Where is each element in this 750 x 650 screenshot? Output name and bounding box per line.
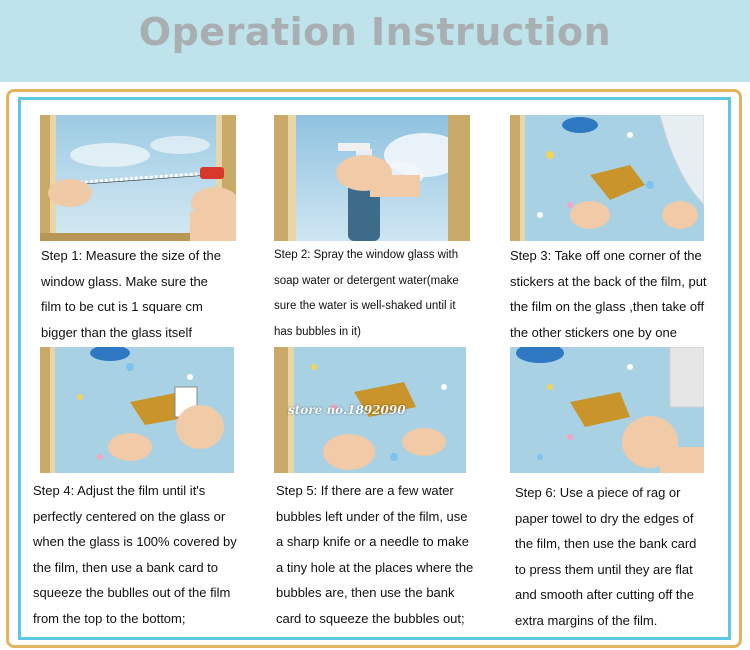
step-6-line: to press them until they are flat xyxy=(515,561,693,577)
page-title: Operation Instruction xyxy=(138,10,612,54)
step-2-instruction xyxy=(274,243,459,345)
step-1-line: bigger than the glass itself xyxy=(41,324,193,340)
step-2-line: sure the water is well-shaked until it xyxy=(274,300,456,312)
step-3-photo xyxy=(510,115,704,241)
store-watermark: store no.1892090 xyxy=(288,403,406,417)
step-4-line: the film, then use a bank card to xyxy=(33,559,218,575)
step-6-photo xyxy=(510,347,704,473)
step-1-photo xyxy=(40,115,236,241)
step-5-line: bubbles left under of the film, use xyxy=(276,508,468,524)
step-2-line: has bubbles in it) xyxy=(274,325,361,338)
step-3-line: the other stickers one by one xyxy=(510,324,677,340)
step-3-line: Step 3: Take off one corner of the xyxy=(510,248,702,263)
step-4-line: when the glass is 100% covered by xyxy=(33,534,237,549)
step-4-line: perfectly centered on the glass or xyxy=(33,508,226,524)
step-5-line: a sharp knife or a needle to make xyxy=(276,534,469,549)
step-2-line: soap water or detergent water(make xyxy=(274,274,459,287)
step-4-line: Step 4: Adjust the film until it's xyxy=(33,483,206,498)
step-1-instruction xyxy=(41,243,221,345)
step-3-line: stickers at the back of the film, put xyxy=(510,273,707,289)
step-1-line: film to be cut is 1 square cm xyxy=(41,299,203,314)
step-5-line: a tiny hole at the places where the xyxy=(276,559,474,575)
step-2-photo xyxy=(274,115,470,241)
step-6-line: and smooth after cutting off the xyxy=(515,587,694,602)
step-6-line: paper towel to dry the edges of xyxy=(515,510,694,526)
step-1-line: Step 1: Measure the size of the xyxy=(41,248,221,263)
step-6-line: the film, then use the bank card xyxy=(515,536,697,551)
step-4-line: squeeze the bublles out of the film xyxy=(33,585,231,600)
step-5-line: Step 5: If there are a few water xyxy=(276,483,454,498)
header-banner xyxy=(0,0,750,82)
step-2-line: Step 2: Spray the window glass with xyxy=(274,249,459,261)
step-4-photo xyxy=(40,347,234,473)
step-5-line: bubbles are, then use the bank xyxy=(276,585,455,600)
step-6-line: extra margins of the film. xyxy=(515,612,658,628)
step-6-line: Step 6: Use a piece of rag or xyxy=(515,485,681,500)
step-5-line: card to squeeze the bubbles out; xyxy=(276,610,465,626)
step-4-instruction xyxy=(33,478,237,631)
step-5-instruction xyxy=(276,478,473,631)
step-1-line: window glass. Make sure the xyxy=(41,273,208,289)
step-6-instruction xyxy=(515,480,696,633)
step-3-line: the film on the glass ,then take off xyxy=(510,299,705,314)
step-4-line: from the top to the bottom; xyxy=(33,610,186,626)
step-3-instruction xyxy=(510,243,707,345)
